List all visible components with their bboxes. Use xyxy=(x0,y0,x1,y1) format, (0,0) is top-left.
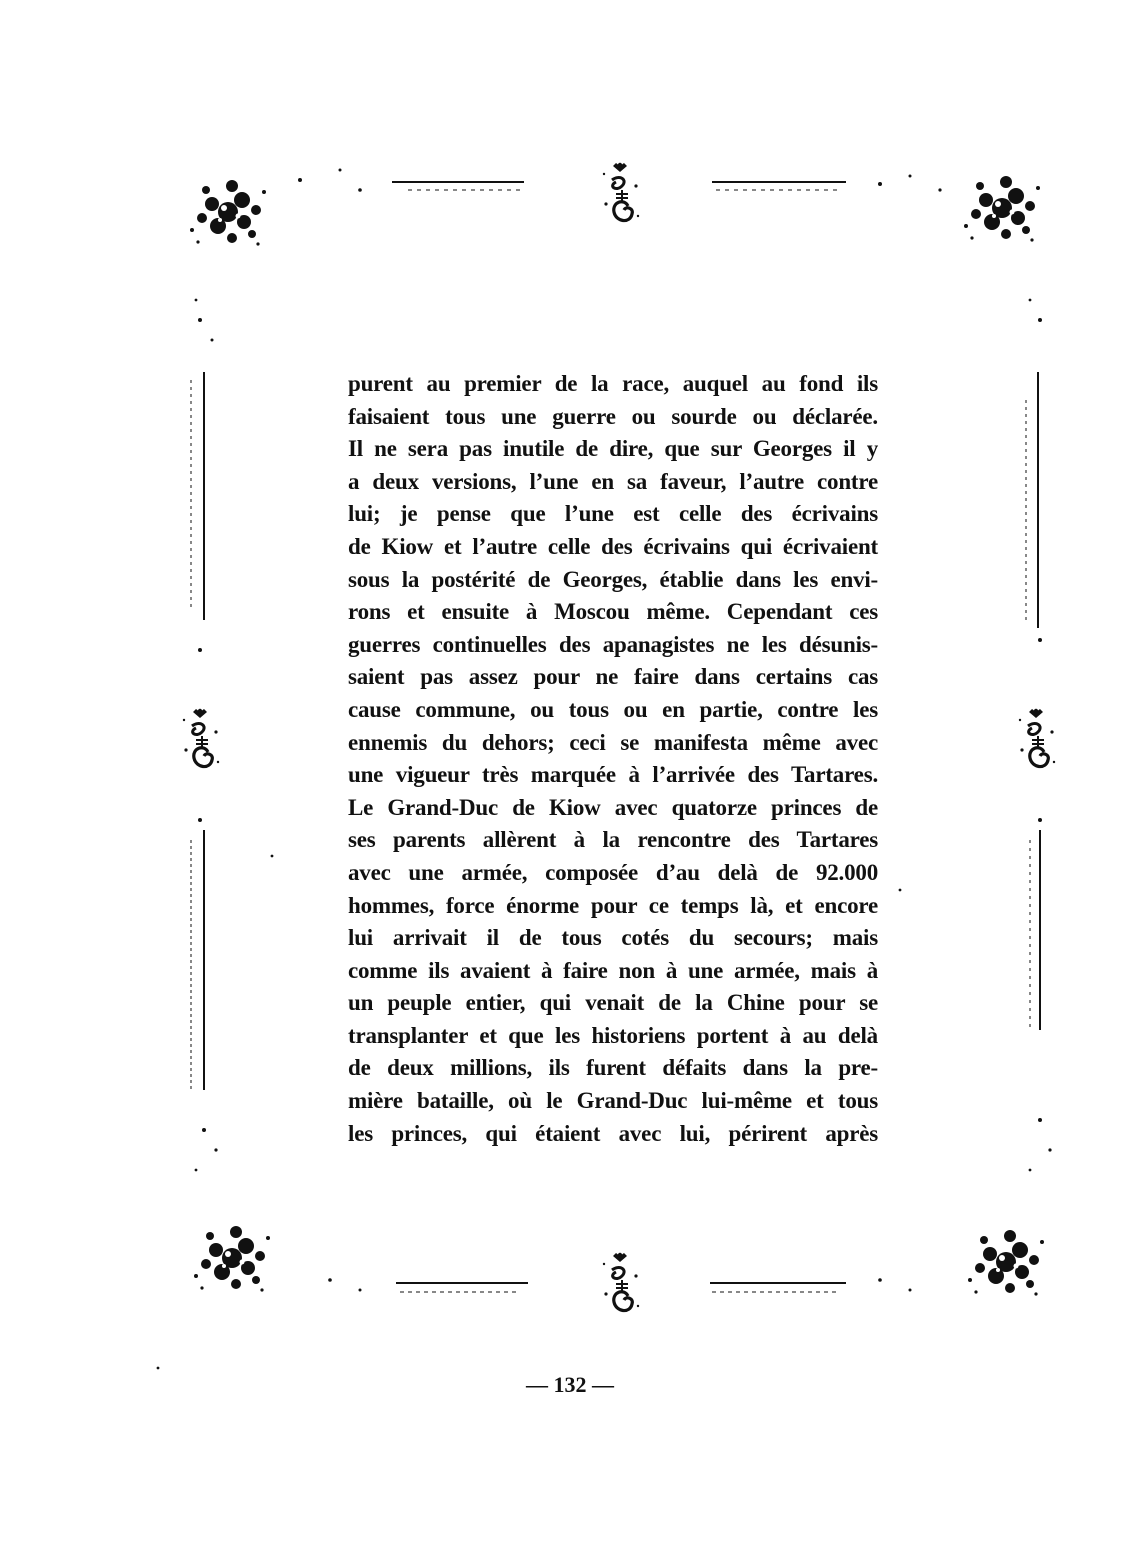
text-line: Il ne sera pas inutile de dire, que sur Georges il y xyxy=(348,436,878,462)
text-line: les princes, qui étaient avec lui, périrent après xyxy=(348,1120,878,1146)
text-line: mière bataille, où le Grand-Duc lui-même et tous xyxy=(348,1088,878,1114)
monogram-top xyxy=(603,163,639,221)
text-line: rons et ensuite à Moscou même. Cependant ces xyxy=(348,599,878,625)
text-line: guerres continuelles des apanagistes ne les désunis- xyxy=(348,631,878,657)
text-line: Le Grand-Duc de Kiow avec quatorze princes de xyxy=(348,794,878,820)
monogram-left xyxy=(183,709,219,767)
text-line: ses parents allèrent à la rencontre des Tartares xyxy=(348,827,878,853)
text-line: hommes, force énorme pour ce temps là, et encore xyxy=(348,892,878,918)
text-line: une vigueur très marquée à l’arrivée des Tartares. xyxy=(348,762,878,788)
corner-ornament-top-right xyxy=(964,176,1040,242)
monogram-bottom xyxy=(603,1253,639,1311)
text-line: lui arrivait il de tous cotés du secours; mais xyxy=(348,925,878,951)
corner-ornament-top-left xyxy=(190,180,266,246)
text-line: purent au premier de la race, auquel au fond ils xyxy=(348,371,878,396)
text-line: transplanter et que les historiens portent à au delà xyxy=(348,1022,878,1048)
text-line: lui; je pense que l’une est celle des écrivains xyxy=(348,501,878,527)
text-line: comme ils avaient à faire non à une armée, mais à xyxy=(348,957,878,983)
text-line: a deux versions, l’une en sa faveur, l’autre contre xyxy=(348,468,878,494)
text-line: ennemis du dehors; ceci se manifesta même avec xyxy=(348,729,878,755)
text-line: avec une armée, composée d’au delà de 92.000 xyxy=(348,859,878,885)
text-line: sous la postérité de Georges, établie dans les envi- xyxy=(348,566,878,592)
text-line: un peuple entier, qui venait de la Chine pour se xyxy=(348,990,878,1016)
page-number: — 132 — xyxy=(526,1372,614,1397)
corner-ornament-bottom-right xyxy=(968,1230,1044,1296)
text-line: cause commune, ou tous ou en partie, contre les xyxy=(348,696,878,722)
corner-ornament-bottom-left xyxy=(194,1226,270,1292)
body-text xyxy=(348,368,878,1150)
text-line: de deux millions, ils furent défaits dans la pre- xyxy=(348,1055,878,1081)
monogram-right xyxy=(1019,709,1055,767)
text-line: faisaient tous une guerre ou sourde ou déclarée. xyxy=(348,403,878,429)
text-line: saient pas assez pour ne faire dans certains cas xyxy=(348,664,878,690)
text-line: de Kiow et l’autre celle des écrivains qui écrivaient xyxy=(348,533,878,559)
